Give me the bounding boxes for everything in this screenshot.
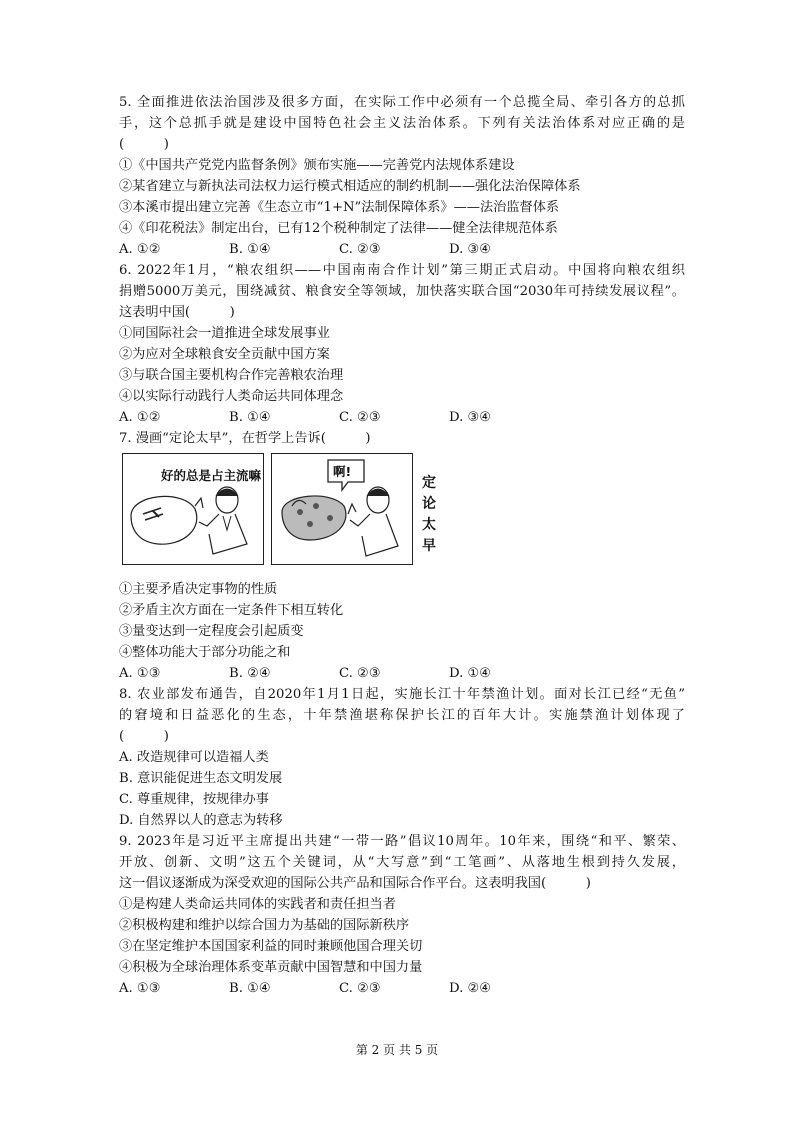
statement-item: ②某省建立与新执法司法权力运行模式相适应的制约机制——强化法治保障体系 bbox=[119, 179, 581, 194]
option-b: B. ①④ bbox=[229, 981, 271, 996]
question-stem: 的窘境和日益恶化的生态，十年禁渔堪称保护长江的百年大计。实施禁渔计划体现了 bbox=[119, 708, 685, 723]
question-stem: 开放、创新、文明”这五个关键词，从“大写意”到“工笔画”、从落地生根到持久发展， bbox=[119, 855, 685, 870]
cartoon-title bbox=[421, 473, 437, 557]
question-stem: 这一倡议逐渐成为深受欢迎的国际公共产品和国际合作平台。这表明我国( ) bbox=[119, 876, 591, 891]
option-b: B. ①④ bbox=[229, 410, 271, 425]
option-d: D. ③④ bbox=[449, 410, 492, 425]
question-stem: 8. 农业部发布通告，自2020年1月1日起，实施长江十年禁渔计划。面对长江已经“无鱼” bbox=[119, 687, 685, 702]
question-stem: 6. 2022年1月，“粮农组织——中国南南合作计划”第三期正式启动。中国将向粮农组织 bbox=[119, 263, 685, 278]
option-d: D. ②④ bbox=[449, 981, 492, 996]
statement-item: ④以实际行动践行人类命运共同体理念 bbox=[119, 389, 344, 404]
option-d: D. ①④ bbox=[449, 666, 492, 681]
answer-options bbox=[119, 663, 685, 684]
cartoon-figure bbox=[119, 453, 685, 576]
answer-options bbox=[119, 239, 685, 260]
option-c: C. ②③ bbox=[339, 666, 381, 681]
option-b: B. ②④ bbox=[229, 666, 271, 681]
statement-item: ②积极构建和维护以综合国力为基础的国际新秩序 bbox=[119, 918, 410, 933]
question-8 bbox=[119, 684, 685, 831]
statement-item: ④《印花税法》制定出台，已有12个税种制定了法律——健全法律规范体系 bbox=[119, 221, 558, 236]
question-stem: 7. 漫画“定论太早”，在哲学上告诉( ) bbox=[119, 431, 371, 446]
question-6 bbox=[119, 260, 685, 428]
statement-item: ①同国际社会一道推进全球发展事业 bbox=[119, 326, 330, 341]
option-c: C. ②③ bbox=[339, 410, 381, 425]
option-d: D. 自然界以人的意志为转移 bbox=[119, 813, 283, 828]
question-stem: 捐赠5000万美元，围绕减贫、粮食安全等领域，加快落实联合国“2030年可持续发展议程”。 bbox=[119, 284, 685, 299]
page-footer: 第 2 页 共 5 页 bbox=[355, 1043, 439, 1057]
statement-item: ④积极为全球治理体系变革贡献中国智慧和中国力量 bbox=[119, 960, 423, 975]
cartoon-panel-1 bbox=[122, 453, 264, 565]
option-a: A. ①③ bbox=[119, 981, 161, 996]
statement-item: ④整体功能大于部分功能之和 bbox=[119, 645, 291, 660]
statement-item: ③在坚定维护本国国家利益的同时兼顾他国合理关切 bbox=[119, 939, 423, 954]
statement-item: ③与联合国主要机构合作完善粮农治理 bbox=[119, 368, 344, 383]
question-stem: 手，这个总抓手就是建设中国特色社会主义法治体系。下列有关法治体系对应正确的是 bbox=[119, 116, 685, 131]
option-a: A. ①② bbox=[119, 410, 161, 425]
answer-options bbox=[119, 407, 685, 428]
title-char: 论 bbox=[422, 496, 436, 512]
question-stem: 5. 全面推进依法治国涉及很多方面，在实际工作中必须有一个总揽全局、牵引各方的总抓 bbox=[119, 95, 685, 110]
statement-item: ①是构建人类命运共同体的实践者和责任担当者 bbox=[119, 897, 396, 912]
question-7 bbox=[119, 428, 685, 684]
speech-text: 啊! bbox=[333, 464, 352, 479]
option-c: C. 尊重规律，按规律办事 bbox=[119, 792, 269, 807]
option-c: C. ②③ bbox=[339, 242, 381, 257]
statement-item: ①《中国共产党党内监督条例》颁布实施——完善党内法规体系建设 bbox=[119, 158, 515, 173]
speech-text: 好的总是占主流嘛 bbox=[161, 468, 262, 483]
question-5 bbox=[119, 92, 685, 260]
option-a: A. 改造规律可以造福人类 bbox=[119, 750, 269, 765]
statement-item: ③量变达到一定程度会引起质变 bbox=[119, 624, 304, 639]
option-b: B. 意识能促进生态文明发展 bbox=[119, 771, 283, 786]
question-9 bbox=[119, 831, 685, 999]
answer-blank: ( ) bbox=[119, 137, 169, 152]
answer-blank: ( ) bbox=[119, 729, 169, 744]
option-a: A. ①② bbox=[119, 242, 161, 257]
statement-item: ③本溪市提出建立完善《生态立市“1+N”法制保障体系》——法治监督体系 bbox=[119, 200, 560, 215]
title-char: 早 bbox=[422, 538, 436, 554]
statement-item: ②为应对全球粮食安全贡献中国方案 bbox=[119, 347, 330, 362]
question-stem: 这表明中国( ) bbox=[119, 305, 235, 320]
statement-item: ②矛盾主次方面在一定条件下相互转化 bbox=[119, 603, 344, 618]
apple-man-drawing bbox=[123, 454, 263, 564]
exam-page bbox=[119, 92, 685, 999]
answer-options bbox=[119, 978, 685, 999]
option-d: D. ③④ bbox=[449, 242, 492, 257]
option-b: B. ①④ bbox=[229, 242, 271, 257]
question-stem: 9. 2023年是习近平主席提出共建“一带一路”倡议10周年。10年来，围绕“和平、繁荣、 bbox=[119, 834, 685, 849]
option-a: A. ①③ bbox=[119, 666, 161, 681]
title-char: 定 bbox=[422, 475, 436, 491]
cartoon-panel-2 bbox=[271, 453, 413, 565]
title-char: 太 bbox=[422, 517, 436, 533]
option-c: C. ②③ bbox=[339, 981, 381, 996]
statement-item: ①主要矛盾决定事物的性质 bbox=[119, 582, 278, 597]
